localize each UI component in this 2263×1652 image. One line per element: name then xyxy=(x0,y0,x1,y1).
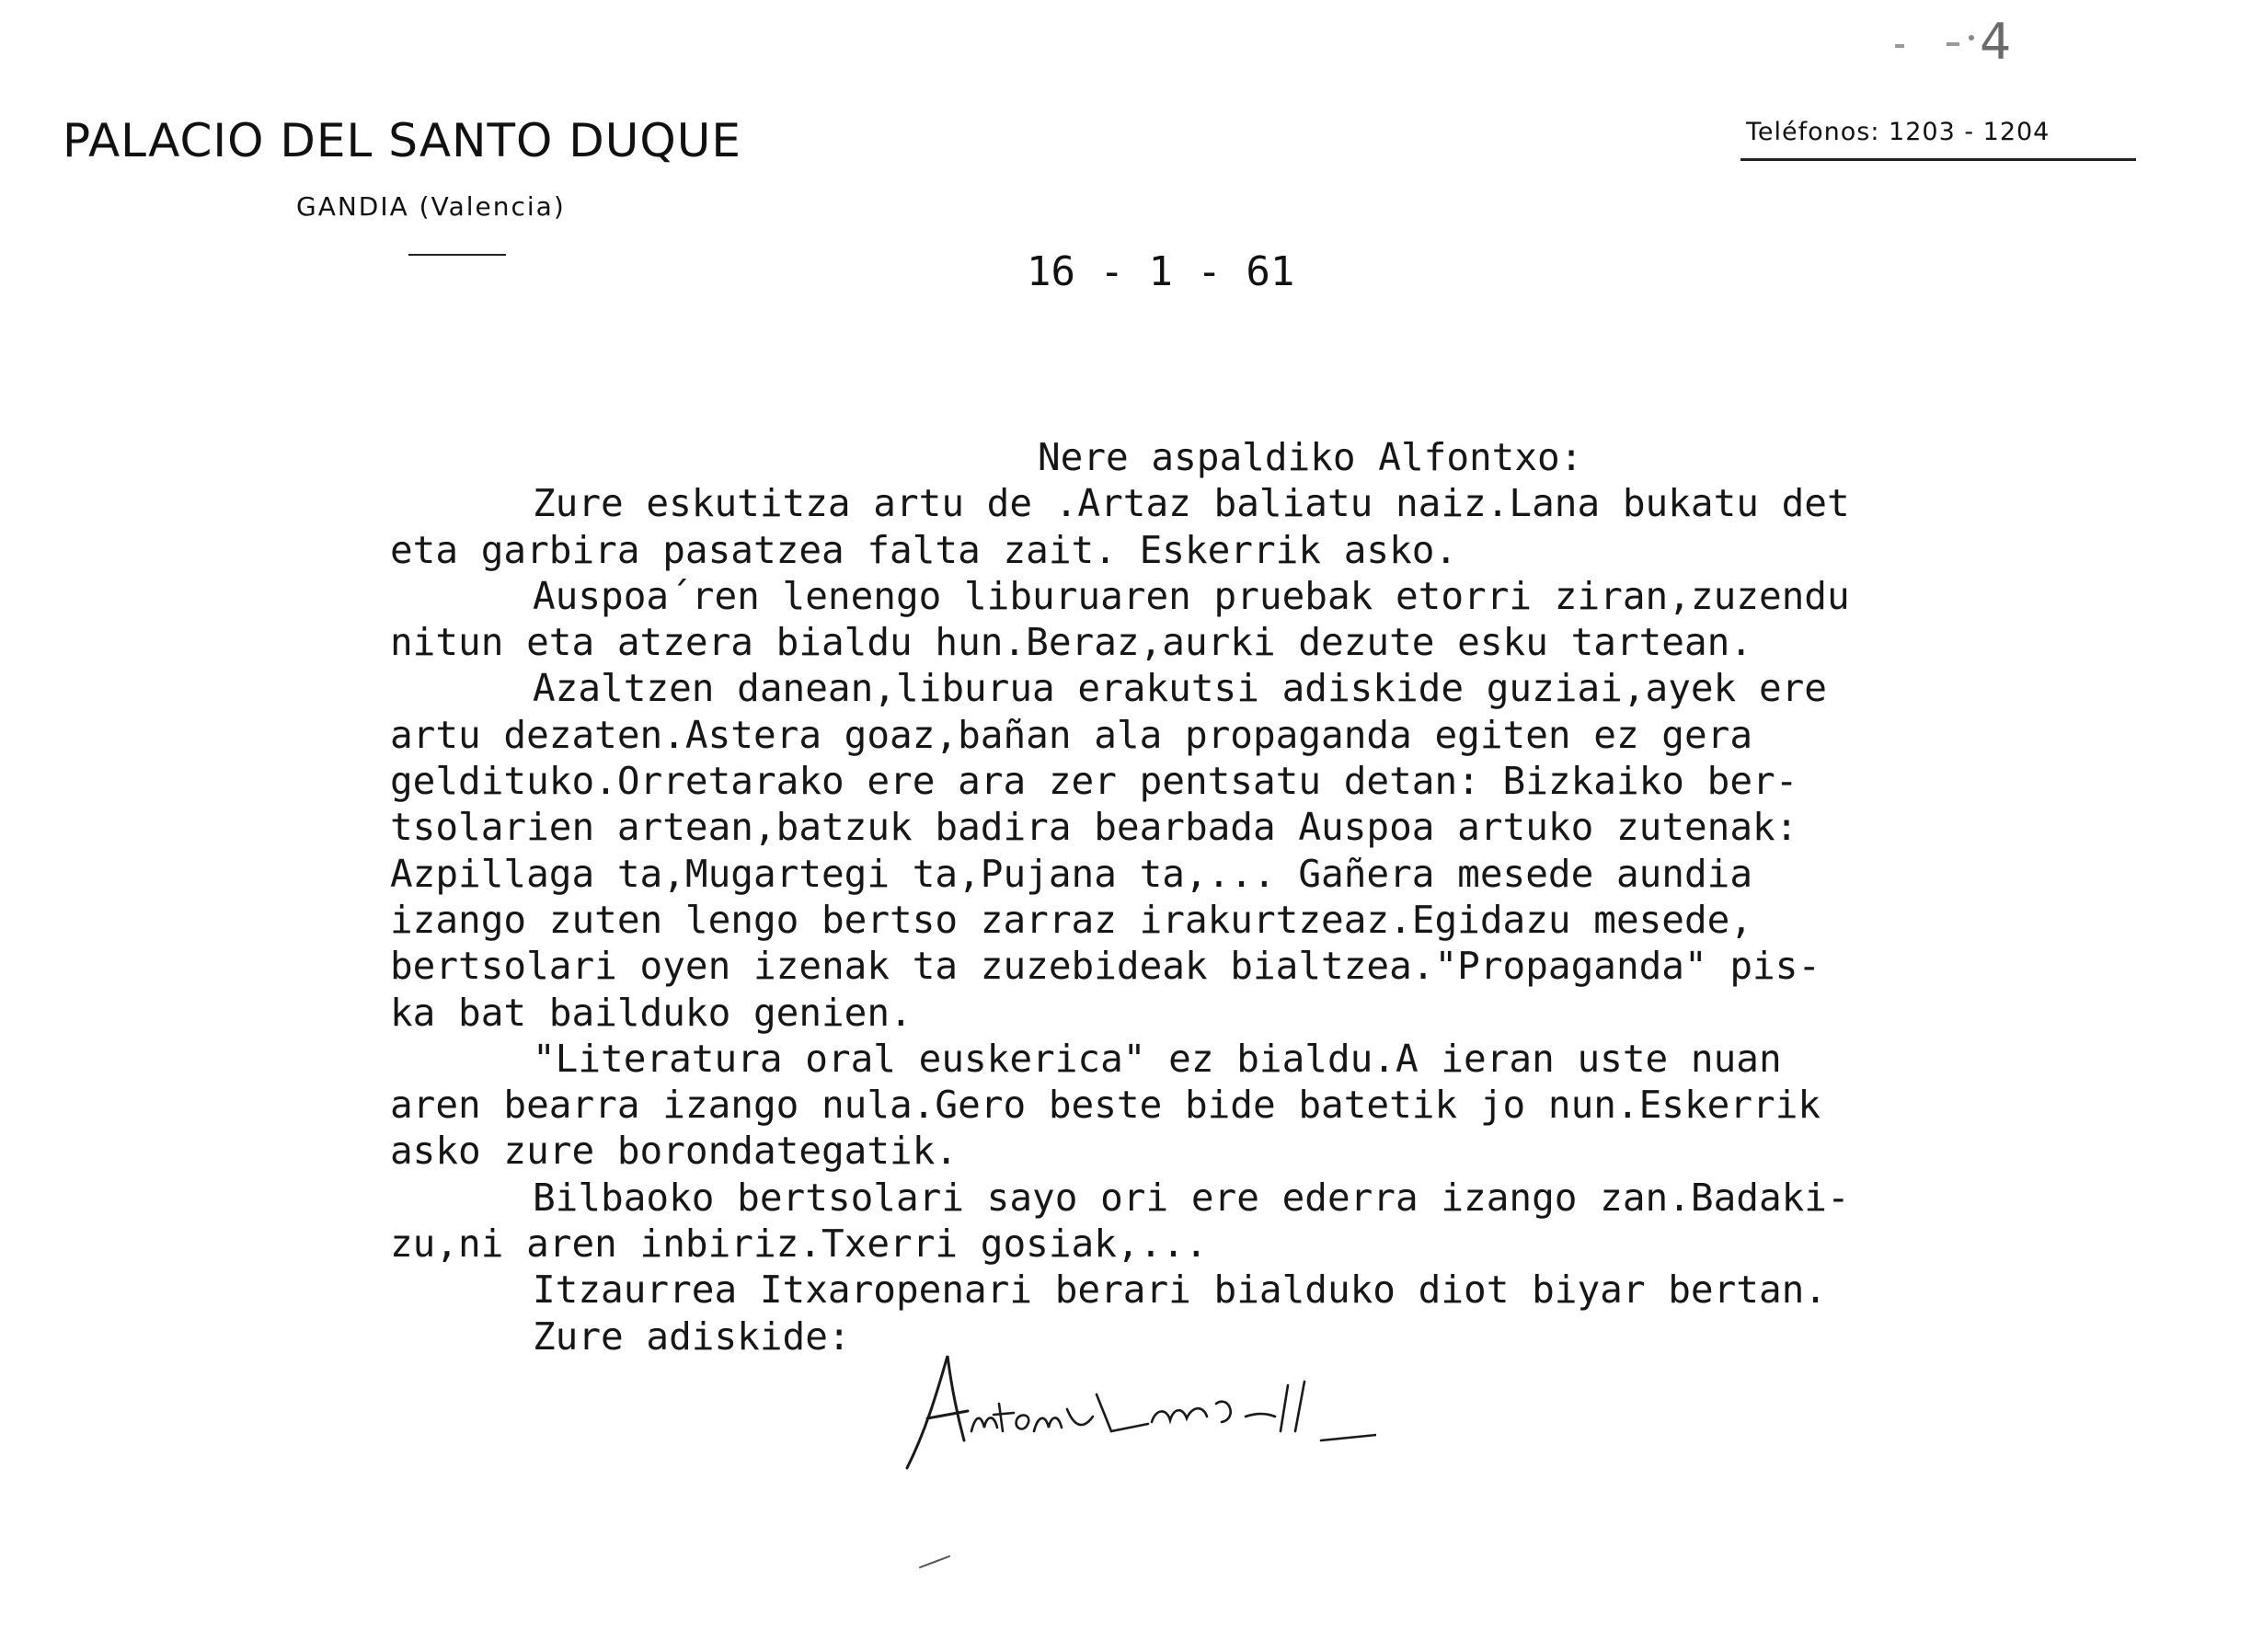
body-line: geldituko.Orretarako ere ara zer pentsatu detan: Bizkaiko ber- xyxy=(390,759,1798,804)
salutation: Nere aspaldiko Alfontxo: xyxy=(1038,435,1583,479)
corner-annotation: 4 xyxy=(1895,18,2033,83)
body-line: Bilbaoko bertsolari sayo ori ere ederra izango zan.Badaki- xyxy=(533,1175,1850,1220)
letterhead-divider xyxy=(408,254,506,256)
body-line: eta garbira pasatzea falta zait. Eskerrik asko. xyxy=(390,527,1458,572)
letter-body xyxy=(390,434,2156,1359)
body-line: Auspoa´ren lenengo liburuaren pruebak etorri ziran,zuzendu xyxy=(533,573,1850,618)
body-line: Azpillaga ta,Mugartegi ta,Pujana ta,... Gañera mesede aundia xyxy=(390,851,1753,896)
body-line: ka bat bailduko genien. xyxy=(390,990,913,1035)
letterhead-phones: Teléfonos: 1203 - 1204 xyxy=(1746,118,2050,146)
body-line: zu,ni aren inbiriz.Txerri gosiak,... xyxy=(390,1222,1208,1267)
body-line: nitun eta atzera bialdu hun.Beraz,aurki dezute esku tartean. xyxy=(390,620,1753,665)
body-line: "Literatura oral euskerica" ez bialdu.A ieran uste nuan xyxy=(533,1036,1782,1081)
body-line: Itzaurrea Itxaropenari berari bialduko diot biyar bertan. xyxy=(533,1268,1827,1313)
body-line: Azaltzen danean,liburua erakutsi adiskide guziai,ayek ere xyxy=(533,666,1827,711)
closing: Zure adiskide: xyxy=(533,1314,851,1359)
stray-pen-mark xyxy=(916,1553,953,1571)
letterhead-title: PALACIO DEL SANTO DUQUE xyxy=(63,114,741,167)
letterhead-city: GANDIA (Valencia) xyxy=(296,191,566,222)
body-line: izango zuten lengo bertso zarraz irakurtzeaz.Egidazu mesede, xyxy=(390,897,1753,942)
body-line: artu dezaten.Astera goaz,bañan ala propaganda egiten ez gera xyxy=(390,712,1753,757)
letter-date: 16 - 1 - 61 xyxy=(1027,248,1295,295)
body-line: tsolarien artean,batzuk badira bearbada Auspoa artuko zutenak: xyxy=(390,805,1798,850)
body-line: Zure eskutitza artu de .Artaz baliatu naiz.Lana bukatu det xyxy=(533,481,1850,526)
body-line: aren bearra izango nula.Gero beste bide batetik jo nun.Eskerrik xyxy=(390,1083,1821,1128)
handwritten-signature xyxy=(879,1339,1376,1477)
body-line: bertsolari oyen izenak ta zuzebideak bialtzea."Propaganda" pis- xyxy=(390,944,1821,989)
phones-underline xyxy=(1740,158,2136,161)
body-line: asko zure borondategatik. xyxy=(390,1129,959,1174)
